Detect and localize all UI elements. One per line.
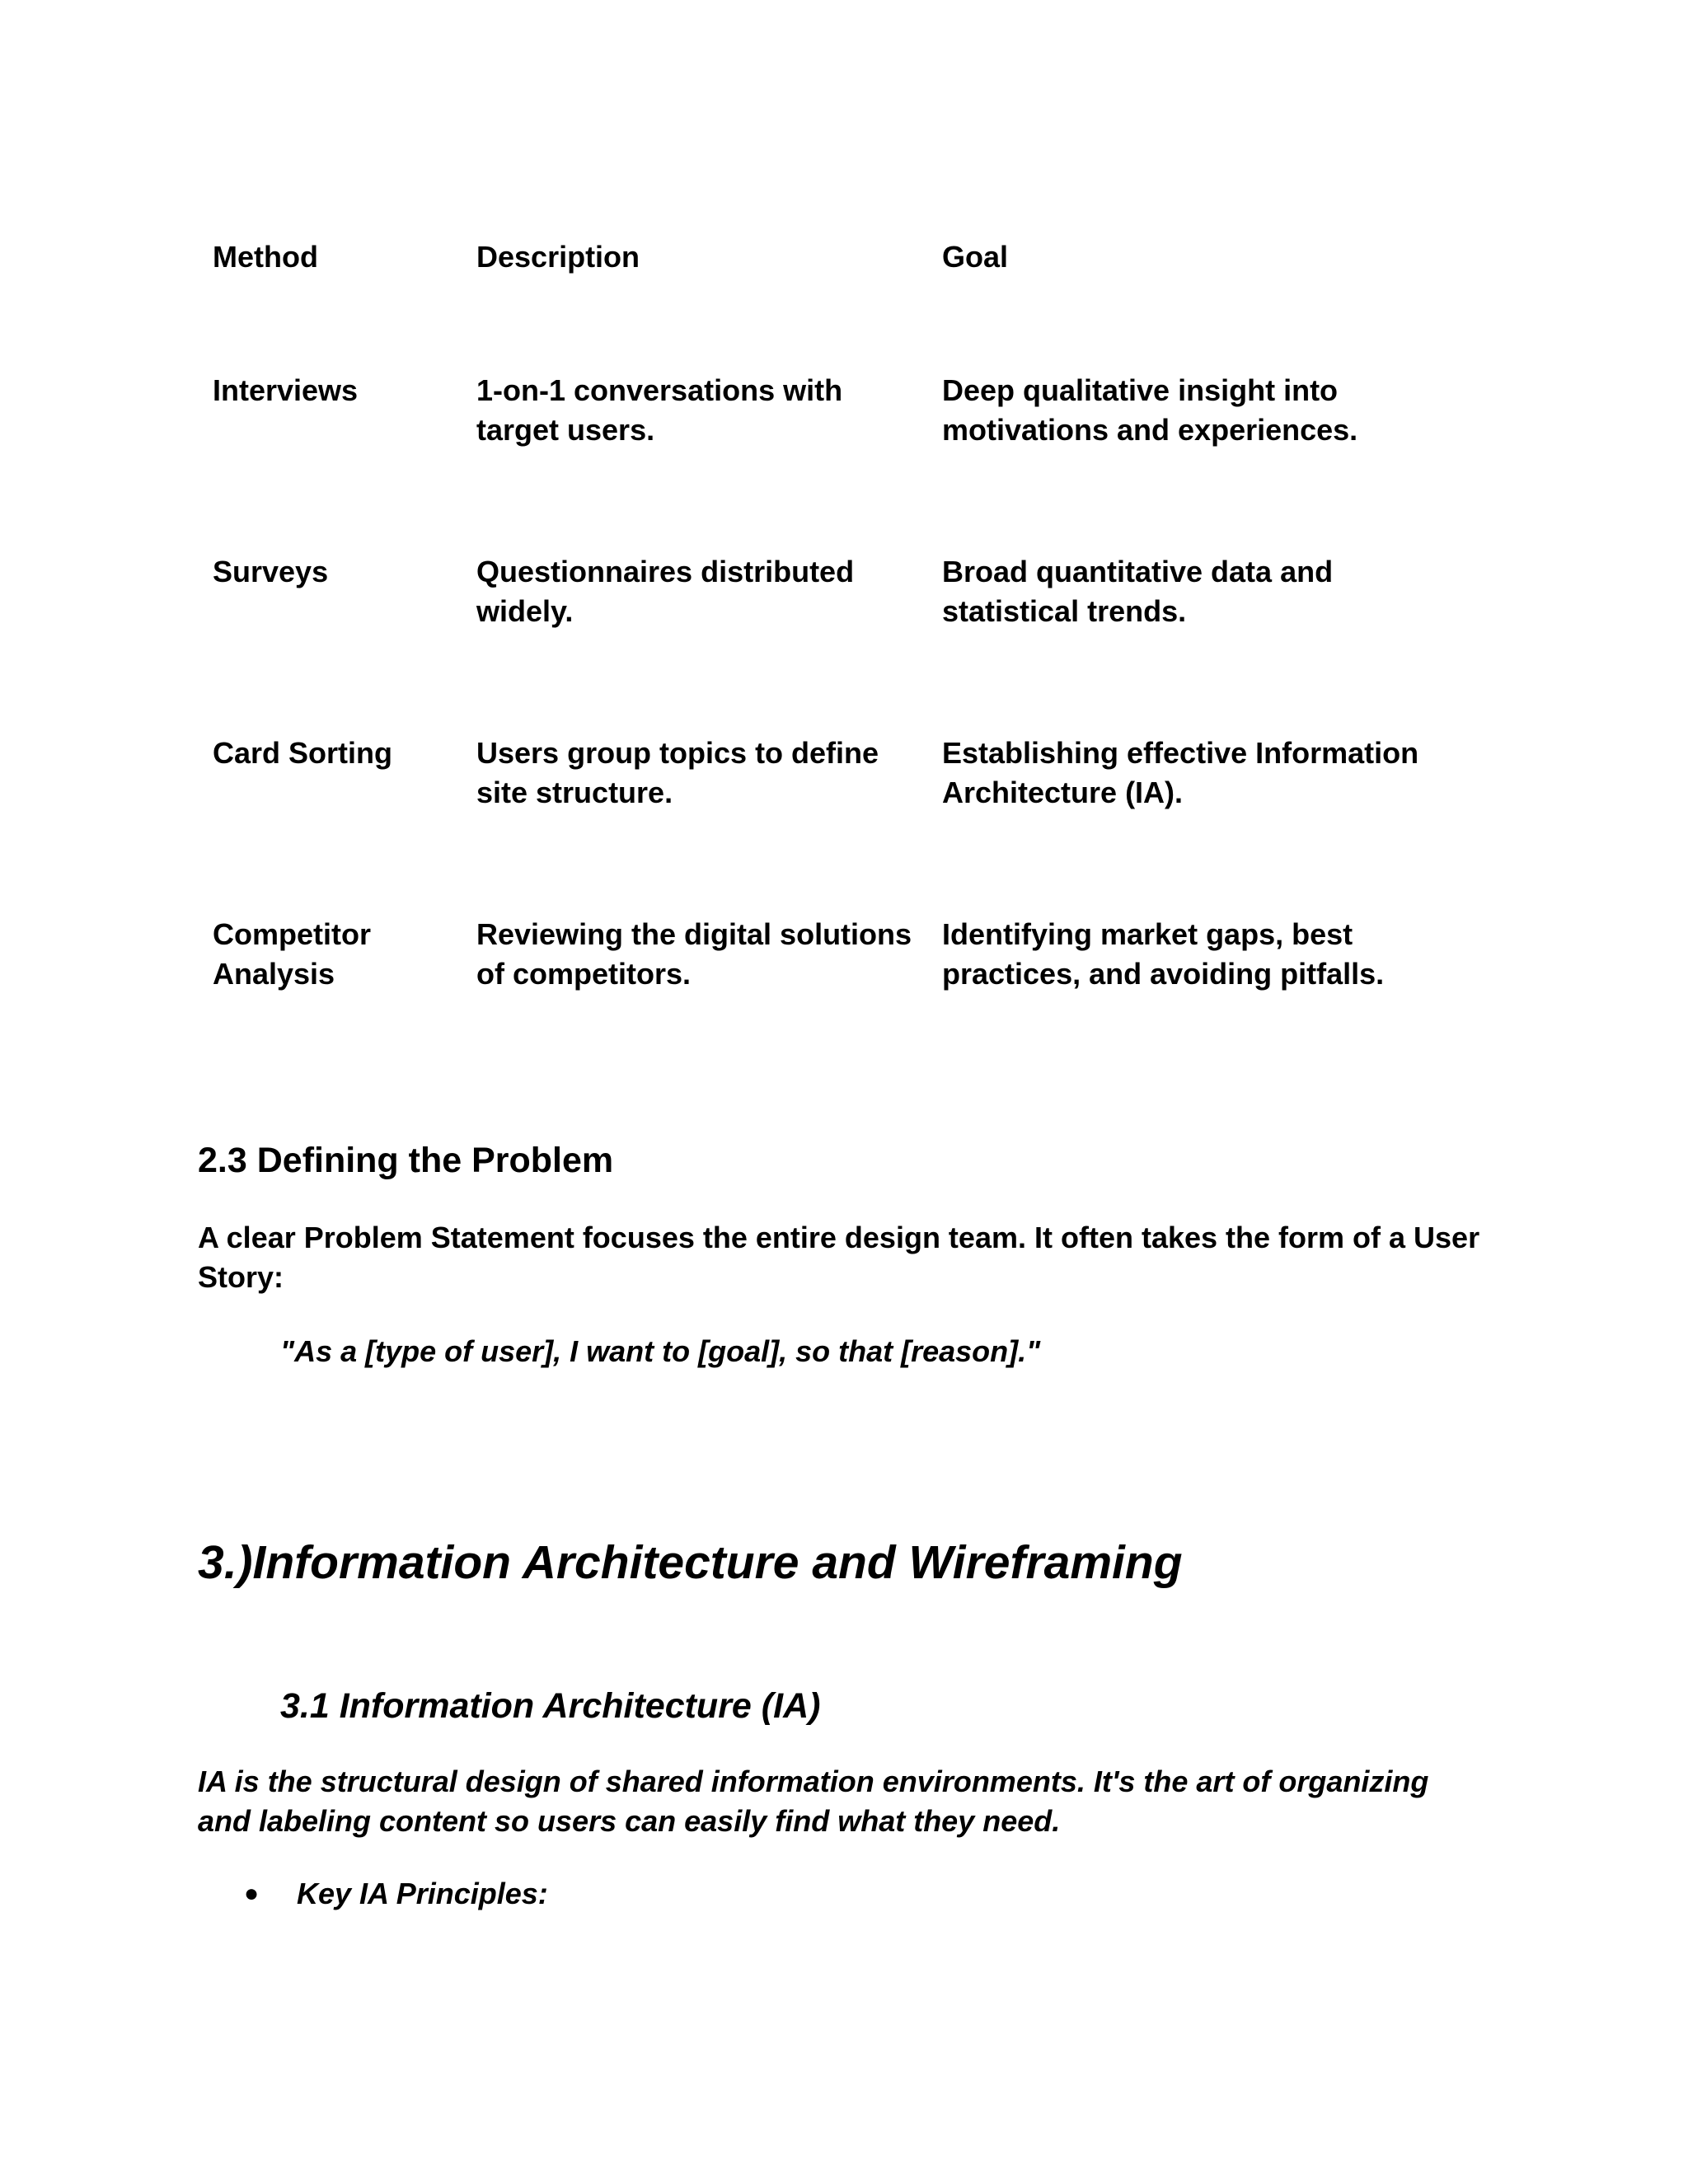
user-story-quote: "As a [type of user], I want to [goal], so that [reason]." <box>280 1334 1041 1368</box>
table-cell-description: Questionnaires distributed widely. <box>476 555 855 628</box>
subsection-heading-ia: 3.1 Information Architecture (IA) <box>280 1686 821 1726</box>
table-cell-goal: Identifying market gaps, best practices, and avoiding pitfalls. <box>942 917 1385 991</box>
table-row <box>198 907 1467 1002</box>
table-header-cell: Description <box>476 240 640 274</box>
table-cell-goal: Deep qualitative insight into motivations and experiences. <box>942 373 1358 447</box>
chapter-heading-information-architecture: 3.)Information Architecture and Wireframing <box>198 1536 1183 1589</box>
table-cell-description: Users group topics to define site structure. <box>476 736 879 809</box>
ia-definition-paragraph: IA is the structural design of shared information environments. It's the art of organizing and labeling content so users can easily find what they need. <box>198 1765 1429 1838</box>
bullet-icon: ● <box>244 1880 260 1907</box>
table-header-cell: Method <box>213 240 318 274</box>
section-heading-defining-problem: 2.3 Defining the Problem <box>198 1141 614 1180</box>
table-header-cell: Goal <box>942 240 1009 274</box>
table-header-row <box>198 229 1467 363</box>
table-cell-method: Interviews <box>213 373 359 407</box>
table-cell-description: 1-on-1 conversations with target users. <box>476 373 843 447</box>
table-row <box>198 544 1467 725</box>
research-methods-table <box>198 229 1467 1002</box>
table-cell-method: Competitor Analysis <box>213 917 371 991</box>
table-cell-method: Surveys <box>213 555 329 588</box>
table-cell-description: Reviewing the digital solutions of competitors. <box>476 917 912 991</box>
table-cell-goal: Establishing effective Information Architecture (IA). <box>942 736 1419 809</box>
problem-statement-paragraph: A clear Problem Statement focuses the entire design team. It often takes the form of a User Story: <box>198 1221 1480 1294</box>
table-row <box>198 363 1467 544</box>
list-item-label: Key IA Principles: <box>297 1877 548 1910</box>
table-cell-goal: Broad quantitative data and statistical trends. <box>942 555 1334 628</box>
table-row <box>198 725 1467 907</box>
table-cell-method: Card Sorting <box>213 736 393 770</box>
ia-principles-list <box>244 1874 548 1914</box>
list-item <box>244 1874 548 1914</box>
